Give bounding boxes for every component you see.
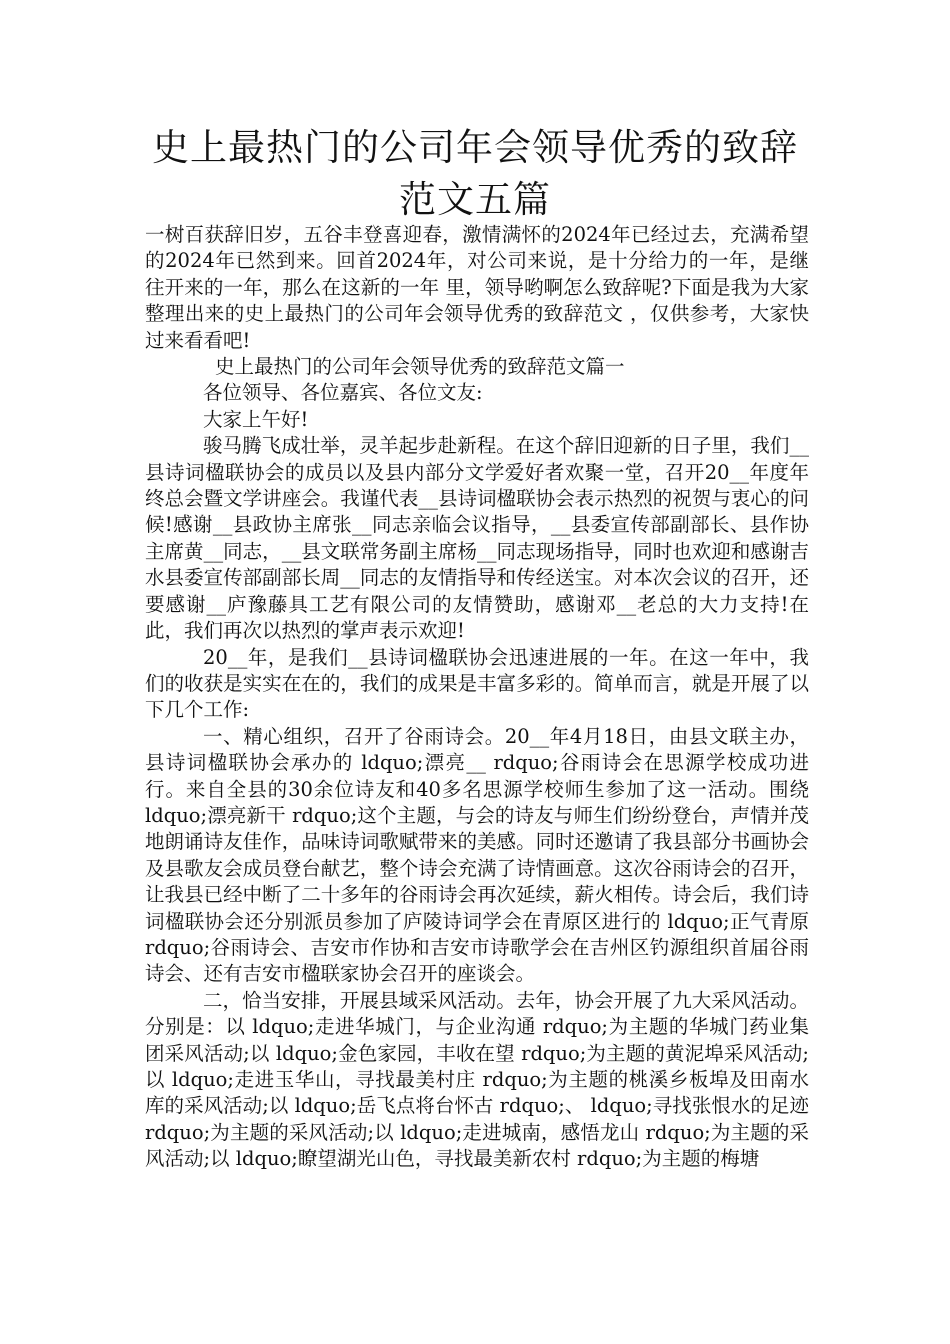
body-paragraph: 一、精心组织，召开了谷雨诗会。20__年4月18日，由县文联主办，县诗词楹联协会承办的 ldquo;漂亮__ rdquo;谷雨诗会在思源学校成功进行。来自全县的30余位诗友和40多名思源学校师生参加了这一活动。围绕 ldquo;漂亮新干 rdquo;这个主题，与会的诗友与师生们纷纷登台，声情并茂地朗诵诗友佳作，品味诗词歌赋带来的美感。同时还邀请了我县部分书画协会及县歌友会成员登台献艺，整个诗会充满了诗情画意。这次谷雨诗会的召开，让我县已经中断了二十多年的谷雨诗会再次延续，薪火相传。诗会后，我们诗词楹联协会还分别派员参加了庐陵诗词学会在青原区进行的 ldquo;正气青原 rdquo;谷雨诗会、吉安市作协和吉安市诗歌学会在吉州区钓源组织首届谷雨诗会、还有吉安市楹联家协会召开的座谈会。 xyxy=(145,724,809,986)
body-paragraph: 20__年，是我们__县诗词楹联协会迅速进展的一年。在这一年中，我们的收获是实实在在的，我们的成果是丰富多彩的。简单而言，就是开展了以下几个工作: xyxy=(145,645,809,722)
salutation: 各位领导、各位嘉宾、各位文友: xyxy=(203,381,483,405)
body-paragraph: 骏马腾飞成壮举，灵羊起步赴新程。在这个辞旧迎新的日子里，我们__县诗词楹联协会的成员以及县内部分文学爱好者欢聚一堂，召开20__年度年终总会暨文学讲座会。我谨代表__县诗词楹联协会表示热烈的祝贺与衷心的问候!感谢__县政协主席张__同志亲临会议指导，__县委宣传部副部长、县作协主席黄__同志，__县文联常务副主席杨__同志现场指导，同时也欢迎和感谢吉水县委宣传部副部长周__同志的友情指导和传经送宝。对本次会议的召开，还要感谢__庐豫藤具工艺有限公司的友情赞助，感谢邓__老总的大力支持!在此，我们再次以热烈的掌声表示欢迎! xyxy=(145,434,809,643)
section-heading: 史上最热门的公司年会领导优秀的致辞范文篇一 xyxy=(215,355,625,379)
intro-paragraph: 一树百获辞旧岁，五谷丰登喜迎春，激情满怀的2024年已经过去，充满希望的2024年已然到来。回首2024年，对公司来说，是十分给力的一年，是继往开来的一年，那么在这新的一年 里，领导哟啊怎么致辞呢?下面是我为大家整理出来的史上最热门的公司年会领导优秀的致辞范文 ，仅供参考，大家快过来看看吧! xyxy=(145,223,809,352)
document-body xyxy=(145,222,809,1173)
body-paragraph: 二，恰当安排，开展县域采风活动。去年，协会开展了九大采风活动。分别是：以 ldquo;走进华城门，与企业沟通 rdquo;为主题的华城门药业集团采风活动;以 ldquo;金色家园，丰收在望 rdquo;为主题的黄泥埠采风活动;以 ldquo;走进玉华山，寻找最美村庄 rdquo;为主题的桃溪乡板埠及田南水库的采风活动;以 ldquo;岳飞点将台怀古 rdquo;、 ldquo;寻找张恨水的足迹 rdquo;为主题的采风活动;以 ldquo;走进城南，感悟龙山 rdquo;为主题的采风活动;以 ldquo;瞭望湖光山色，寻找最美新农村 rdquo;为主题的梅塘 xyxy=(145,988,809,1171)
document-title: 史上最热门的公司年会领导优秀的致辞范文五篇 xyxy=(152,126,798,221)
greeting: 大家上午好! xyxy=(203,407,309,431)
